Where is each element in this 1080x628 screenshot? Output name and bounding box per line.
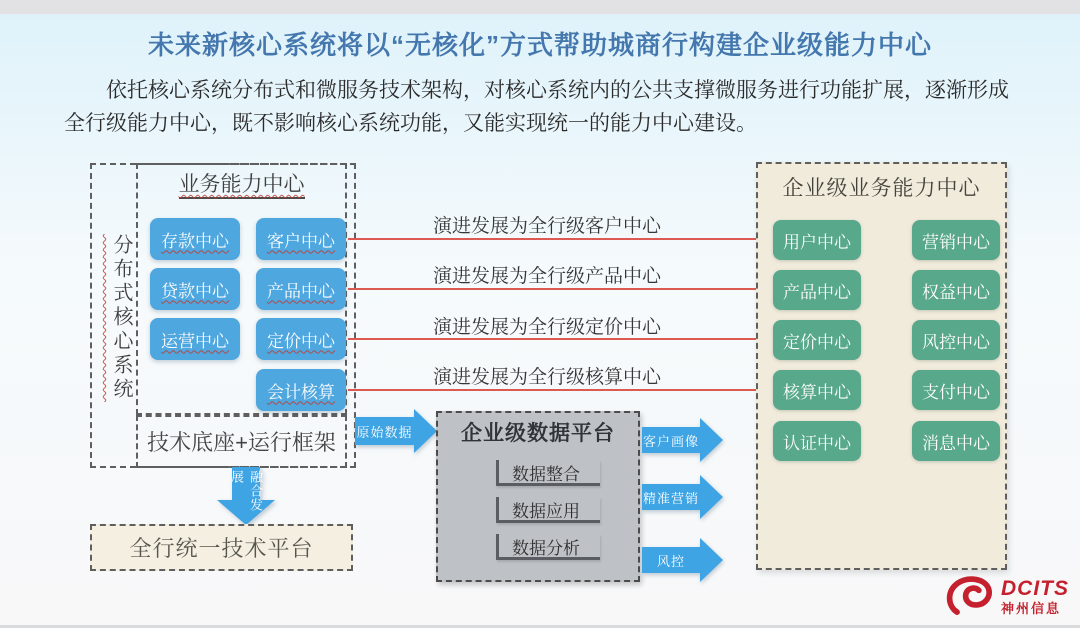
evolution-label: 演进发展为全行级定价中心 <box>432 317 661 338</box>
merge-arrow-label: 融合发展 <box>229 470 263 512</box>
slide-title: 未来新核心系统将以“无核化”方式帮助城商行构建企业级能力中心 <box>147 30 932 60</box>
capability-box-pricing: 定价中心 <box>256 318 346 360</box>
enterprise-box-risk: 风控中心 <box>912 320 1000 360</box>
data-platform-item: 数据应用 <box>496 497 600 523</box>
evolution-arrow-icon <box>348 238 769 240</box>
enterprise-box-accounting: 核算中心 <box>773 370 861 410</box>
output-arrow-head <box>700 475 723 519</box>
enterprise-capability-title: 企业级业务能力中心 <box>782 177 981 200</box>
capability-box-operation: 运营中心 <box>150 318 240 360</box>
enterprise-box-pricing: 定价中心 <box>773 320 861 360</box>
intro-paragraph-line-1: 依托核心系统分布式和微服务技术架构，对核心系统内的公共支撑微服务进行功能扩展，逐渐形成 <box>106 79 1009 102</box>
enterprise-box-marketing: 营销中心 <box>912 220 1000 260</box>
logo-company: 神州信息 <box>1001 600 1062 616</box>
dcits-logo <box>944 575 1069 617</box>
evolution-label: 演进发展为全行级客户中心 <box>432 216 661 237</box>
capability-box-accounting: 会计核算 <box>256 369 346 411</box>
output-arrow-icon <box>642 418 723 462</box>
unified-platform-box: 全行统一技术平台 <box>90 524 353 571</box>
evolution-arrow-icon <box>348 338 769 340</box>
raw-data-arrow-label: 原始数据 <box>355 417 414 445</box>
output-arrow-icon <box>642 475 723 519</box>
dcits-logo-text <box>1001 578 1069 615</box>
raw-data-arrow-head <box>414 409 437 453</box>
distributed-core-vertical-label: 分布式核心系统 <box>110 233 132 402</box>
dcits-logo-icon <box>944 575 996 617</box>
evolution-label: 演进发展为全行级产品中心 <box>432 266 661 287</box>
output-arrow-icon <box>642 538 723 582</box>
enterprise-box-rights: 权益中心 <box>912 270 1000 310</box>
evolution-label: 演进发展为全行级核算中心 <box>432 367 661 388</box>
output-arrow-label: 风控 <box>642 547 700 573</box>
enterprise-box-message: 消息中心 <box>912 421 1000 461</box>
enterprise-box-user: 用户中心 <box>773 220 861 260</box>
intro-paragraph-line-2: 全行级能力中心，既不影响核心系统功能，又能实现统一的能力中心建设。 <box>64 112 757 135</box>
capability-box-deposit: 存款中心 <box>150 218 240 260</box>
business-capability-title: 业务能力中心 <box>136 168 347 198</box>
capability-box-customer: 客户中心 <box>256 218 346 260</box>
output-arrow-label: 客户画像 <box>642 427 700 453</box>
raw-data-arrow-icon <box>355 409 437 453</box>
data-platform-title: 企业级数据平台 <box>461 422 615 445</box>
logo-brand: DCITS <box>1001 576 1069 600</box>
output-arrow-head <box>700 538 723 582</box>
tech-base-box: 技术底座+运行框架 <box>136 415 347 468</box>
evolution-arrow-icon <box>348 288 769 290</box>
top-window-strip <box>0 0 1080 14</box>
output-arrow-head <box>700 418 723 462</box>
capability-box-loan: 贷款中心 <box>150 268 240 310</box>
data-platform-item: 数据整合 <box>496 460 600 486</box>
capability-box-product: 产品中心 <box>256 268 346 310</box>
enterprise-box-product: 产品中心 <box>773 270 861 310</box>
enterprise-box-payment: 支付中心 <box>912 370 1000 410</box>
evolution-arrow-icon <box>348 389 769 391</box>
data-platform-item: 数据分析 <box>496 534 600 560</box>
output-arrow-label: 精准营销 <box>642 484 700 510</box>
down-arrow-icon <box>217 467 275 525</box>
enterprise-box-auth: 认证中心 <box>773 421 861 461</box>
